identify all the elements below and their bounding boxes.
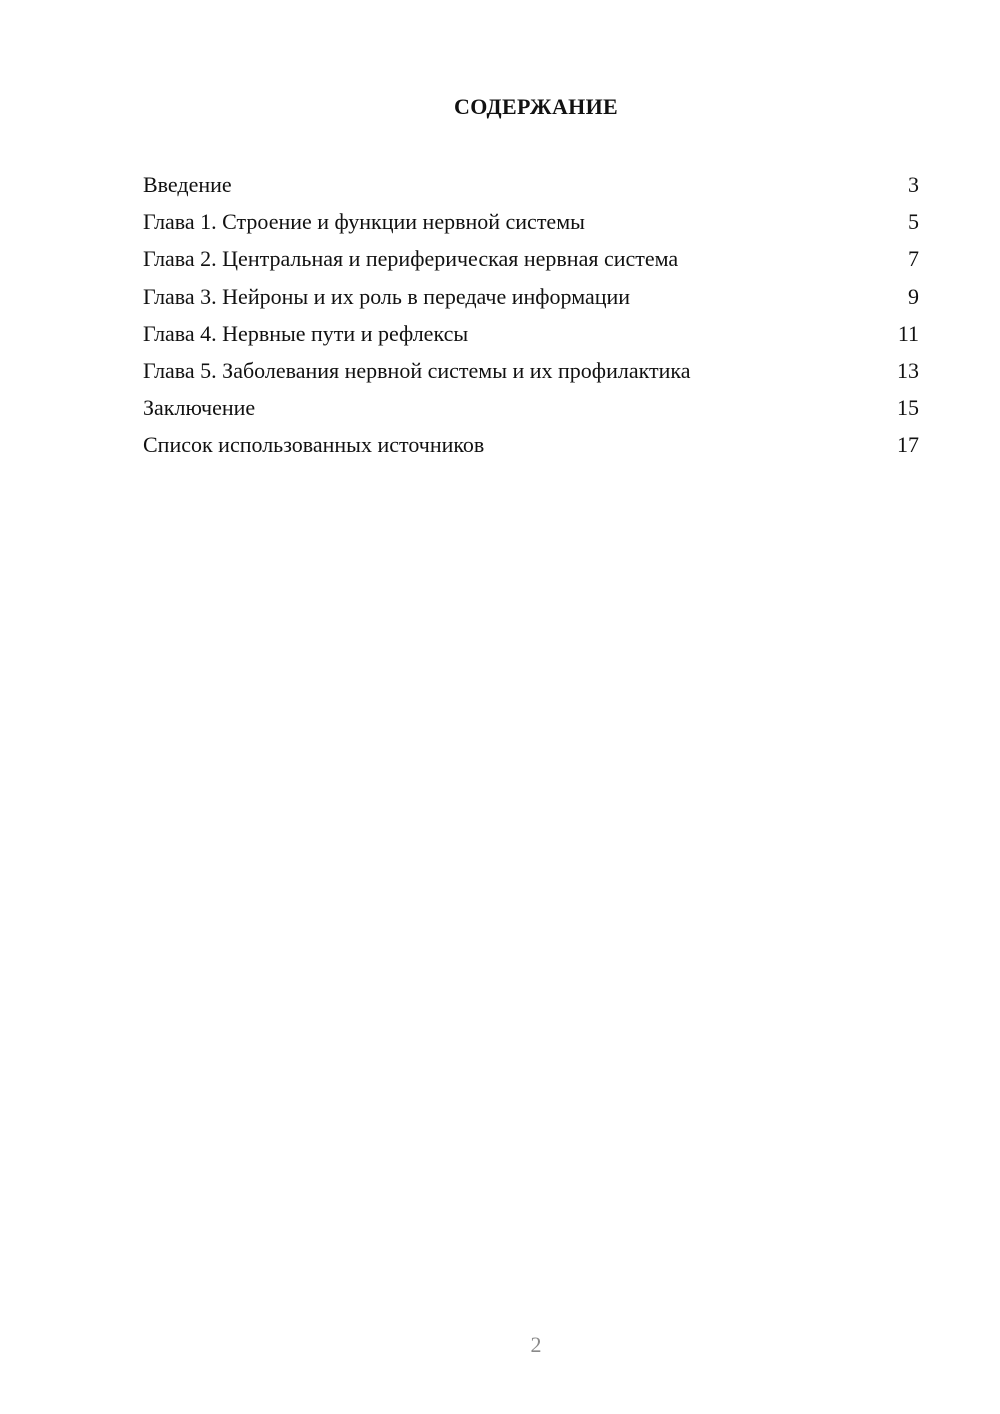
toc-entry-page: 9 [908,283,919,309]
toc-entry-label: Список использованных источников [143,432,485,458]
toc-title: СОДЕРЖАНИЕ [454,94,618,119]
toc-entry-label: Глава 4. Нервные пути и рефлексы [143,320,469,346]
toc-entry-chapter-3 [143,278,919,315]
toc-entry-page: 7 [908,246,919,272]
toc-entry-label: Глава 5. Заболевания нервной системы и их профилактика [143,357,691,383]
toc-entry-label: Заключение [143,395,256,421]
toc-entry-chapter-5 [143,352,919,389]
toc-entry-page: 13 [897,357,919,383]
toc-entry-chapter-1 [143,203,919,240]
toc-entry-label: Введение [143,172,232,197]
toc-entry-chapter-2 [143,240,919,277]
toc-entry-label: Глава 1. Строение и функции нервной системы [143,209,585,235]
page-number: 2 [530,1332,542,1357]
toc-entry-page: 5 [908,209,919,235]
toc-entry-chapter-4 [143,315,919,352]
toc-entry-page: 17 [897,432,919,458]
toc-entry-page: 3 [908,172,919,197]
toc-entry-label: Глава 2. Центральная и периферическая нервная система [143,246,679,272]
toc-entry-conclusion [143,389,919,426]
toc-entry-references [143,426,919,463]
toc-entry-page: 11 [897,320,919,346]
toc-list [143,166,919,464]
toc-entry-label: Глава 3. Нейроны и их роль в передаче информации [143,283,631,309]
toc-entry-page: 15 [897,395,919,421]
toc-entry-introduction [143,166,919,203]
